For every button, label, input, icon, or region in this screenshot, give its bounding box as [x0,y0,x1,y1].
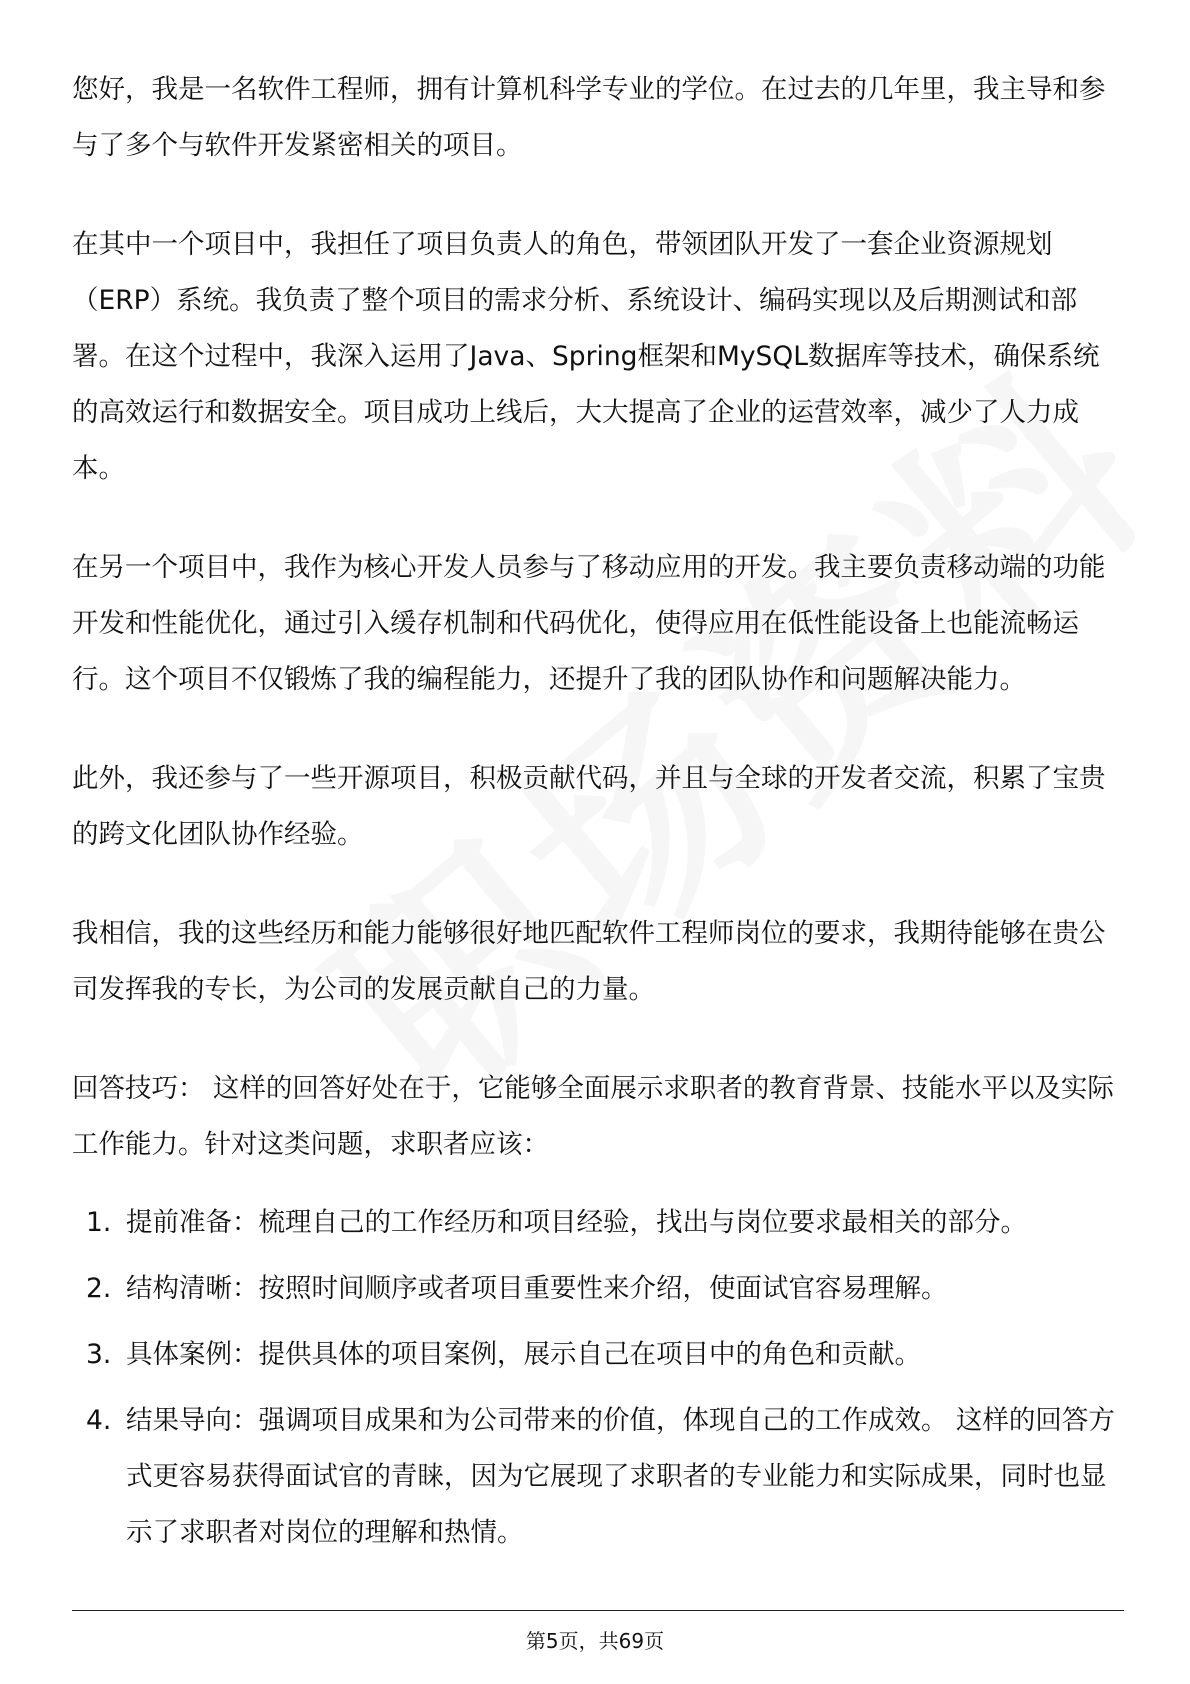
paragraph-erp-project: 在其中一个项目中，我担任了项目负责人的角色，带领团队开发了一套企业资源规划（ERP）系统。我负责了整个项目的需求分析、系统设计、编码实现以及后期测试和部署。在这个过程中，我深入运用了Java、Spring框架和MySQL数据库等技术，确保系统的高效运行和数据安全。项目成功上线后，大大提高了企业的运营效率，减少了人力成本。 [72,229,1100,484]
paragraph-answer-tips: 回答技巧： 这样的回答好处在于，它能够全面展示求职者的教育背景、技能水平以及实际工作能力。针对这类问题，求职者应该： [72,1073,1114,1160]
list-item [72,1195,1122,1251]
tips-list [72,1195,1122,1561]
list-item-number: 4. [86,1405,112,1436]
footer-divider [72,1610,1124,1611]
list-item-number: 1. [86,1207,112,1238]
paragraph-conclusion: 我相信，我的这些经历和能力能够很好地匹配软件工程师岗位的要求，我期待能够在贵公司发挥我的专长，为公司的发展贡献自己的力量。 [72,918,1106,1005]
list-item-number: 3. [86,1339,112,1370]
list-item-text: 结果导向：强调项目成果和为公司带来的价值，体现自己的工作成效。 这样的回答方式更容易获得面试官的青睐，因为它展现了求职者的专业能力和实际成果，同时也显示了求职者对岗位的理解和热情。 [126,1405,1115,1548]
list-item-text: 结构清晰：按照时间顺序或者项目重要性来介绍，使面试官容易理解。 [126,1273,948,1304]
list-item-text: 提前准备：梳理自己的工作经历和项目经验，找出与岗位要求最相关的部分。 [126,1207,1027,1238]
list-item [72,1261,1122,1317]
list-item-number: 2. [86,1273,112,1304]
list-item-text: 具体案例：提供具体的项目案例，展示自己在项目中的角色和贡献。 [126,1339,921,1370]
paragraph-open-source: 此外，我还参与了一些开源项目，积极贡献代码，并且与全球的开发者交流，积累了宝贵的跨文化团队协作经验。 [72,763,1106,850]
document-body [72,62,1122,1571]
paragraph-mobile-project: 在另一个项目中，我作为核心开发人员参与了移动应用的开发。我主要负责移动端的功能开发和性能优化，通过引入缓存机制和代码优化，使得应用在低性能设备上也能流畅运行。这个项目不仅锻炼了我的编程能力，还提升了我的团队协作和问题解决能力。 [72,552,1106,695]
page-number: 第5页，共69页 [525,1629,665,1653]
list-item [72,1327,1122,1383]
paragraph-intro: 您好，我是一名软件工程师，拥有计算机科学专业的学位。在过去的几年里，我主导和参与了多个与软件开发紧密相关的项目。 [72,74,1106,161]
list-item [72,1393,1122,1561]
